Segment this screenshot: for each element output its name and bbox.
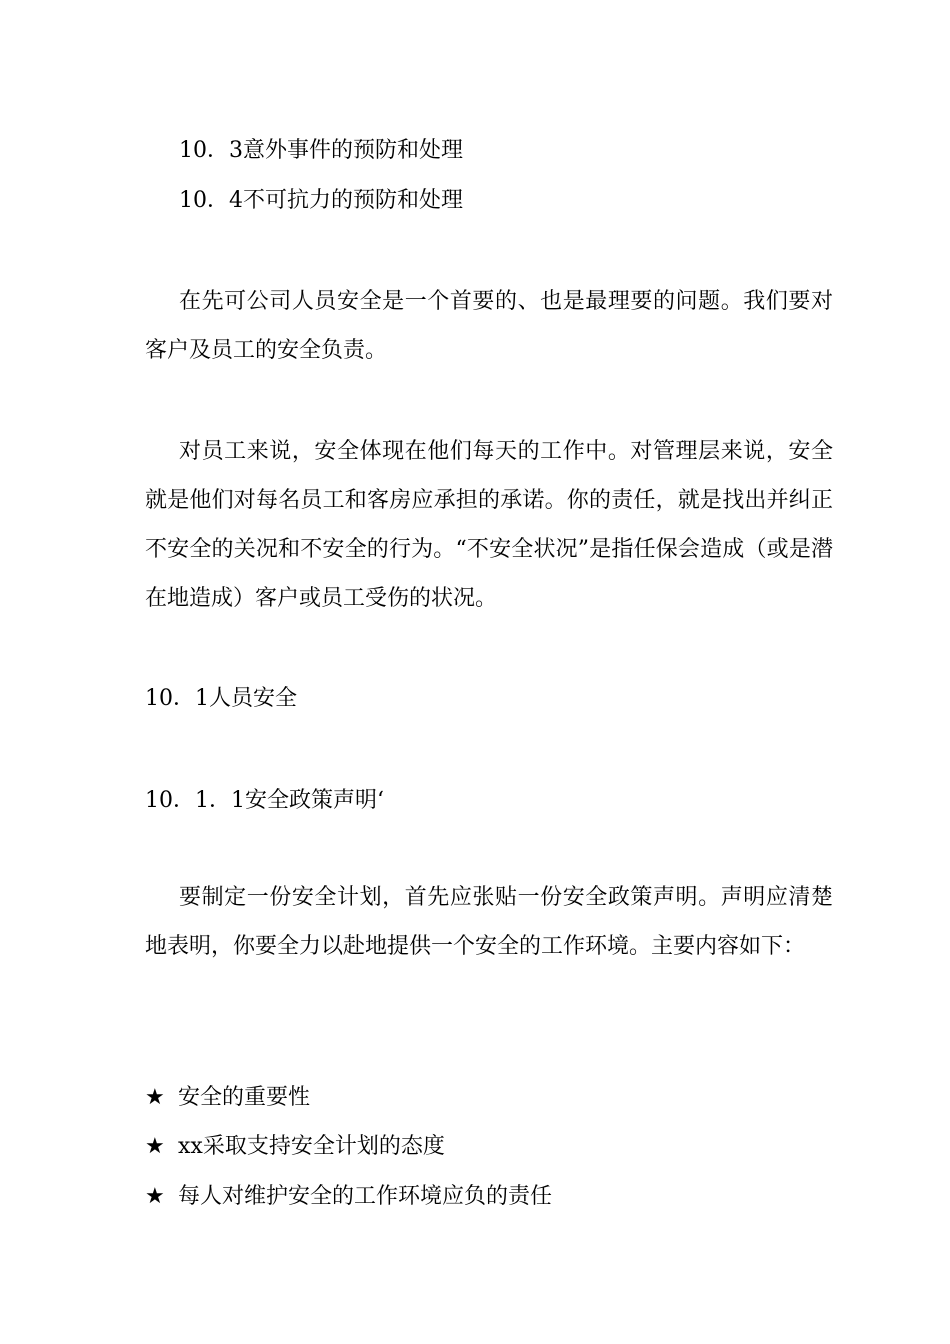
bullet-item — [145, 1184, 835, 1210]
star-icon: ★ — [145, 1085, 165, 1110]
body-paragraph: 要制定一份安全计划，首先应张贴一份安全政策声明。声明应清楚地表明，你要全力以赴地提供一个安全的工作环境。主要内容如下： — [145, 885, 833, 959]
bullet-text: xx采取支持安全计划的态度 — [178, 1134, 445, 1159]
toc-line: 10．3意外事件的预防和处理 — [179, 138, 463, 163]
body-paragraph: 对员工来说，安全体现在他们每天的工作中。对管理层来说，安全就是他们对每名员工和客房应承担的承诺。你的责任，就是找出并纠正不安全的关况和不安全的行为。“不安全状况”是指任保会造成（或是潜在地造成）客户或员工受伤的状况。 — [145, 439, 833, 611]
bullet-item — [145, 1085, 835, 1111]
star-icon: ★ — [145, 1134, 165, 1159]
star-icon: ★ — [145, 1184, 165, 1209]
toc-line: 10．4不可抗力的预防和处理 — [179, 188, 463, 213]
bullet-item — [145, 1134, 835, 1160]
subsection-heading: 10．1．1安全政策声明‘ — [145, 788, 384, 813]
bullet-text: 安全的重要性 — [178, 1085, 311, 1110]
bullet-text: 每人对维护安全的工作环境应负的责任 — [178, 1184, 553, 1209]
body-paragraph: 在先可公司人员安全是一个首要的、也是最理要的问题。我们要对客户及员工的安全负责。 — [145, 289, 833, 363]
section-heading: 10．1人员安全 — [145, 686, 297, 711]
